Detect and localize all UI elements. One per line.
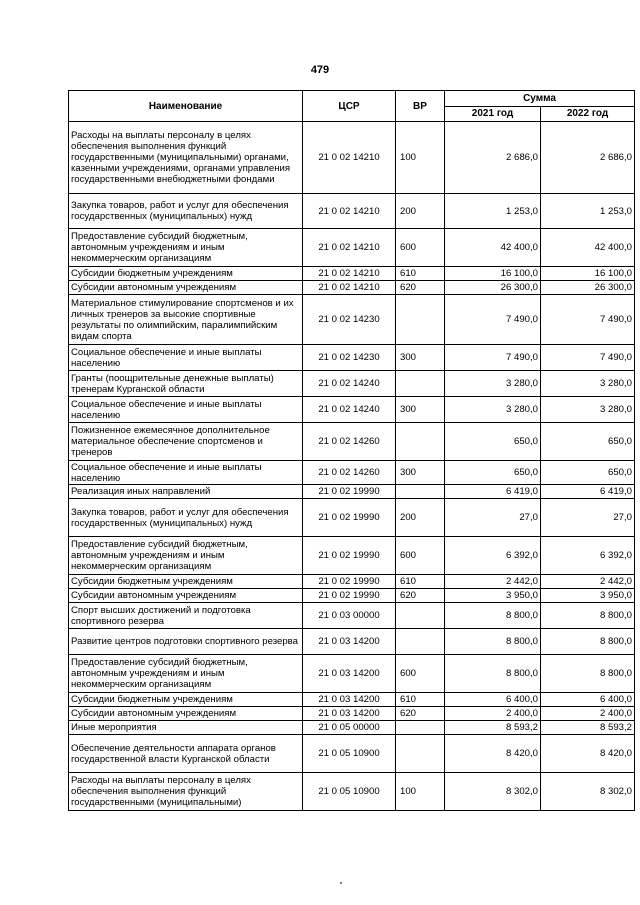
row-2022: 42 400,0 (541, 229, 635, 267)
table-row (69, 485, 635, 499)
row-name: Предоставление субсидий бюджетным, автономным учреждениям и иным некоммерческим организациям (69, 229, 303, 267)
row-csr: 21 0 05 10900 (303, 735, 396, 773)
table-row (69, 267, 635, 281)
table-row (69, 194, 635, 229)
row-2022: 8 800,0 (541, 629, 635, 655)
row-csr: 21 0 02 14210 (303, 267, 396, 281)
table-row (69, 371, 635, 397)
row-2021: 16 100,0 (445, 267, 541, 281)
row-2022: 27,0 (541, 499, 635, 537)
row-name: Развитие центров подготовки спортивного резерва (69, 629, 303, 655)
row-csr: 21 0 05 10900 (303, 773, 396, 811)
header-2022: 2022 год (541, 106, 635, 122)
row-2022: 7 490,0 (541, 345, 635, 371)
row-2022: 8 420,0 (541, 735, 635, 773)
row-vr: 300 (396, 461, 445, 485)
row-vr: 600 (396, 537, 445, 575)
table-row (69, 461, 635, 485)
row-vr (396, 721, 445, 735)
row-2021: 7 490,0 (445, 345, 541, 371)
row-2022: 26 300,0 (541, 281, 635, 295)
row-name: Субсидии бюджетным учреждениям (69, 267, 303, 281)
row-name: Обеспечение деятельности аппарата органов государственной власти Курганской области (69, 735, 303, 773)
table-row (69, 629, 635, 655)
row-2021: 6 392,0 (445, 537, 541, 575)
table-row (69, 603, 635, 629)
row-name: Субсидии бюджетным учреждениям (69, 575, 303, 589)
row-vr: 200 (396, 499, 445, 537)
row-csr: 21 0 03 14200 (303, 707, 396, 721)
row-name: Субсидии автономным учреждениям (69, 281, 303, 295)
row-2022: 6 419,0 (541, 485, 635, 499)
row-2021: 2 686,0 (445, 122, 541, 194)
table-row (69, 589, 635, 603)
row-vr: 610 (396, 575, 445, 589)
row-csr: 21 0 03 14200 (303, 693, 396, 707)
row-vr: 620 (396, 707, 445, 721)
row-2021: 650,0 (445, 423, 541, 461)
row-2021: 8 302,0 (445, 773, 541, 811)
row-2021: 6 400,0 (445, 693, 541, 707)
row-2021: 8 800,0 (445, 655, 541, 693)
row-vr (396, 295, 445, 345)
row-2021: 1 253,0 (445, 194, 541, 229)
row-vr (396, 629, 445, 655)
row-name: Социальное обеспечение и иные выплаты населению (69, 397, 303, 423)
row-2022: 3 280,0 (541, 371, 635, 397)
row-2021: 6 419,0 (445, 485, 541, 499)
table-row (69, 281, 635, 295)
page-number: 479 (310, 64, 330, 76)
scan-dot (340, 882, 342, 884)
row-2022: 3 950,0 (541, 589, 635, 603)
header-vr: ВР (396, 91, 445, 122)
row-2021: 8 800,0 (445, 629, 541, 655)
row-csr: 21 0 02 14230 (303, 295, 396, 345)
table-row (69, 693, 635, 707)
budget-table (68, 90, 635, 811)
row-2022: 1 253,0 (541, 194, 635, 229)
row-csr: 21 0 02 14240 (303, 371, 396, 397)
row-2021: 8 800,0 (445, 603, 541, 629)
table-row (69, 575, 635, 589)
row-2021: 650,0 (445, 461, 541, 485)
row-vr: 610 (396, 693, 445, 707)
row-vr (396, 423, 445, 461)
table-body (69, 122, 635, 811)
table-row (69, 295, 635, 345)
table-row (69, 229, 635, 267)
row-csr: 21 0 02 19990 (303, 485, 396, 499)
row-vr: 600 (396, 229, 445, 267)
row-2021: 8 420,0 (445, 735, 541, 773)
row-csr: 21 0 03 14200 (303, 655, 396, 693)
row-2021: 3 280,0 (445, 371, 541, 397)
row-csr: 21 0 05 00000 (303, 721, 396, 735)
header-2021: 2021 год (445, 106, 541, 122)
header-name: Наименование (69, 91, 303, 122)
table-row (69, 345, 635, 371)
row-vr: 200 (396, 194, 445, 229)
row-2021: 42 400,0 (445, 229, 541, 267)
row-csr: 21 0 02 14210 (303, 229, 396, 267)
row-2021: 8 593,2 (445, 721, 541, 735)
row-csr: 21 0 02 14210 (303, 122, 396, 194)
table-row (69, 655, 635, 693)
row-name: Материальное стимулирование спортсменов и их личных тренеров за высокие спортивные результаты по олимпийским, паралимпийским видам спорта (69, 295, 303, 345)
row-name: Закупка товаров, работ и услуг для обеспечения государственных (муниципальных) нужд (69, 194, 303, 229)
row-2021: 2 442,0 (445, 575, 541, 589)
table-row (69, 423, 635, 461)
row-2022: 16 100,0 (541, 267, 635, 281)
table-row (69, 735, 635, 773)
table-row (69, 499, 635, 537)
row-2022: 8 593,2 (541, 721, 635, 735)
row-2021: 27,0 (445, 499, 541, 537)
row-name: Закупка товаров, работ и услуг для обеспечения государственных (муниципальных) нужд (69, 499, 303, 537)
table-row (69, 537, 635, 575)
row-csr: 21 0 03 00000 (303, 603, 396, 629)
row-2021: 26 300,0 (445, 281, 541, 295)
row-2021: 7 490,0 (445, 295, 541, 345)
row-csr: 21 0 03 14200 (303, 629, 396, 655)
row-name: Расходы на выплаты персоналу в целях обеспечения выполнения функций государственными (муниципальными) органами, казенными учреждениями, органами управления государственными внебюджетными фондами (69, 122, 303, 194)
row-vr (396, 735, 445, 773)
row-name: Субсидии автономным учреждениям (69, 589, 303, 603)
table-row (69, 721, 635, 735)
row-2022: 650,0 (541, 423, 635, 461)
row-name: Расходы на выплаты персоналу в целях обеспечения выполнения функций государственными (муниципальными) (69, 773, 303, 811)
row-2022: 2 686,0 (541, 122, 635, 194)
row-vr: 100 (396, 122, 445, 194)
row-2022: 2 442,0 (541, 575, 635, 589)
row-2022: 6 400,0 (541, 693, 635, 707)
table-row (69, 122, 635, 194)
row-vr: 300 (396, 397, 445, 423)
row-csr: 21 0 02 14260 (303, 423, 396, 461)
table-row (69, 773, 635, 811)
header-csr: ЦСР (303, 91, 396, 122)
row-2021: 3 950,0 (445, 589, 541, 603)
row-name: Субсидии бюджетным учреждениям (69, 693, 303, 707)
row-vr (396, 603, 445, 629)
row-2021: 3 280,0 (445, 397, 541, 423)
table-row (69, 707, 635, 721)
row-csr: 21 0 02 19990 (303, 575, 396, 589)
row-2022: 8 800,0 (541, 655, 635, 693)
row-name: Гранты (поощрительные денежные выплаты) тренерам Курганской области (69, 371, 303, 397)
row-2022: 8 302,0 (541, 773, 635, 811)
row-name: Социальное обеспечение и иные выплаты населению (69, 461, 303, 485)
row-csr: 21 0 02 14210 (303, 281, 396, 295)
row-2022: 650,0 (541, 461, 635, 485)
row-vr: 620 (396, 281, 445, 295)
header-sum: Сумма (445, 91, 635, 107)
row-csr: 21 0 02 19990 (303, 499, 396, 537)
row-name: Спорт высших достижений и подготовка спортивного резерва (69, 603, 303, 629)
row-vr: 300 (396, 345, 445, 371)
table-row (69, 397, 635, 423)
row-name: Предоставление субсидий бюджетным, автономным учреждениям и иным некоммерческим организациям (69, 537, 303, 575)
row-name: Иные мероприятия (69, 721, 303, 735)
row-vr (396, 485, 445, 499)
row-vr: 100 (396, 773, 445, 811)
row-name: Предоставление субсидий бюджетным, автономным учреждениям и иным некоммерческим организациям (69, 655, 303, 693)
row-csr: 21 0 02 14230 (303, 345, 396, 371)
row-csr: 21 0 02 14210 (303, 194, 396, 229)
row-name: Пожизненное ежемесячное дополнительное материальное обеспечение спортсменов и тренеров (69, 423, 303, 461)
row-name: Социальное обеспечение и иные выплаты населению (69, 345, 303, 371)
row-csr: 21 0 02 14260 (303, 461, 396, 485)
row-2022: 6 392,0 (541, 537, 635, 575)
row-vr: 600 (396, 655, 445, 693)
row-csr: 21 0 02 14240 (303, 397, 396, 423)
row-2021: 2 400,0 (445, 707, 541, 721)
row-name: Субсидии автономным учреждениям (69, 707, 303, 721)
row-csr: 21 0 02 19990 (303, 537, 396, 575)
row-csr: 21 0 02 19990 (303, 589, 396, 603)
row-2022: 3 280,0 (541, 397, 635, 423)
row-vr: 620 (396, 589, 445, 603)
row-vr (396, 371, 445, 397)
row-2022: 2 400,0 (541, 707, 635, 721)
row-name: Реализация иных направлений (69, 485, 303, 499)
row-vr: 610 (396, 267, 445, 281)
row-2022: 7 490,0 (541, 295, 635, 345)
row-2022: 8 800,0 (541, 603, 635, 629)
